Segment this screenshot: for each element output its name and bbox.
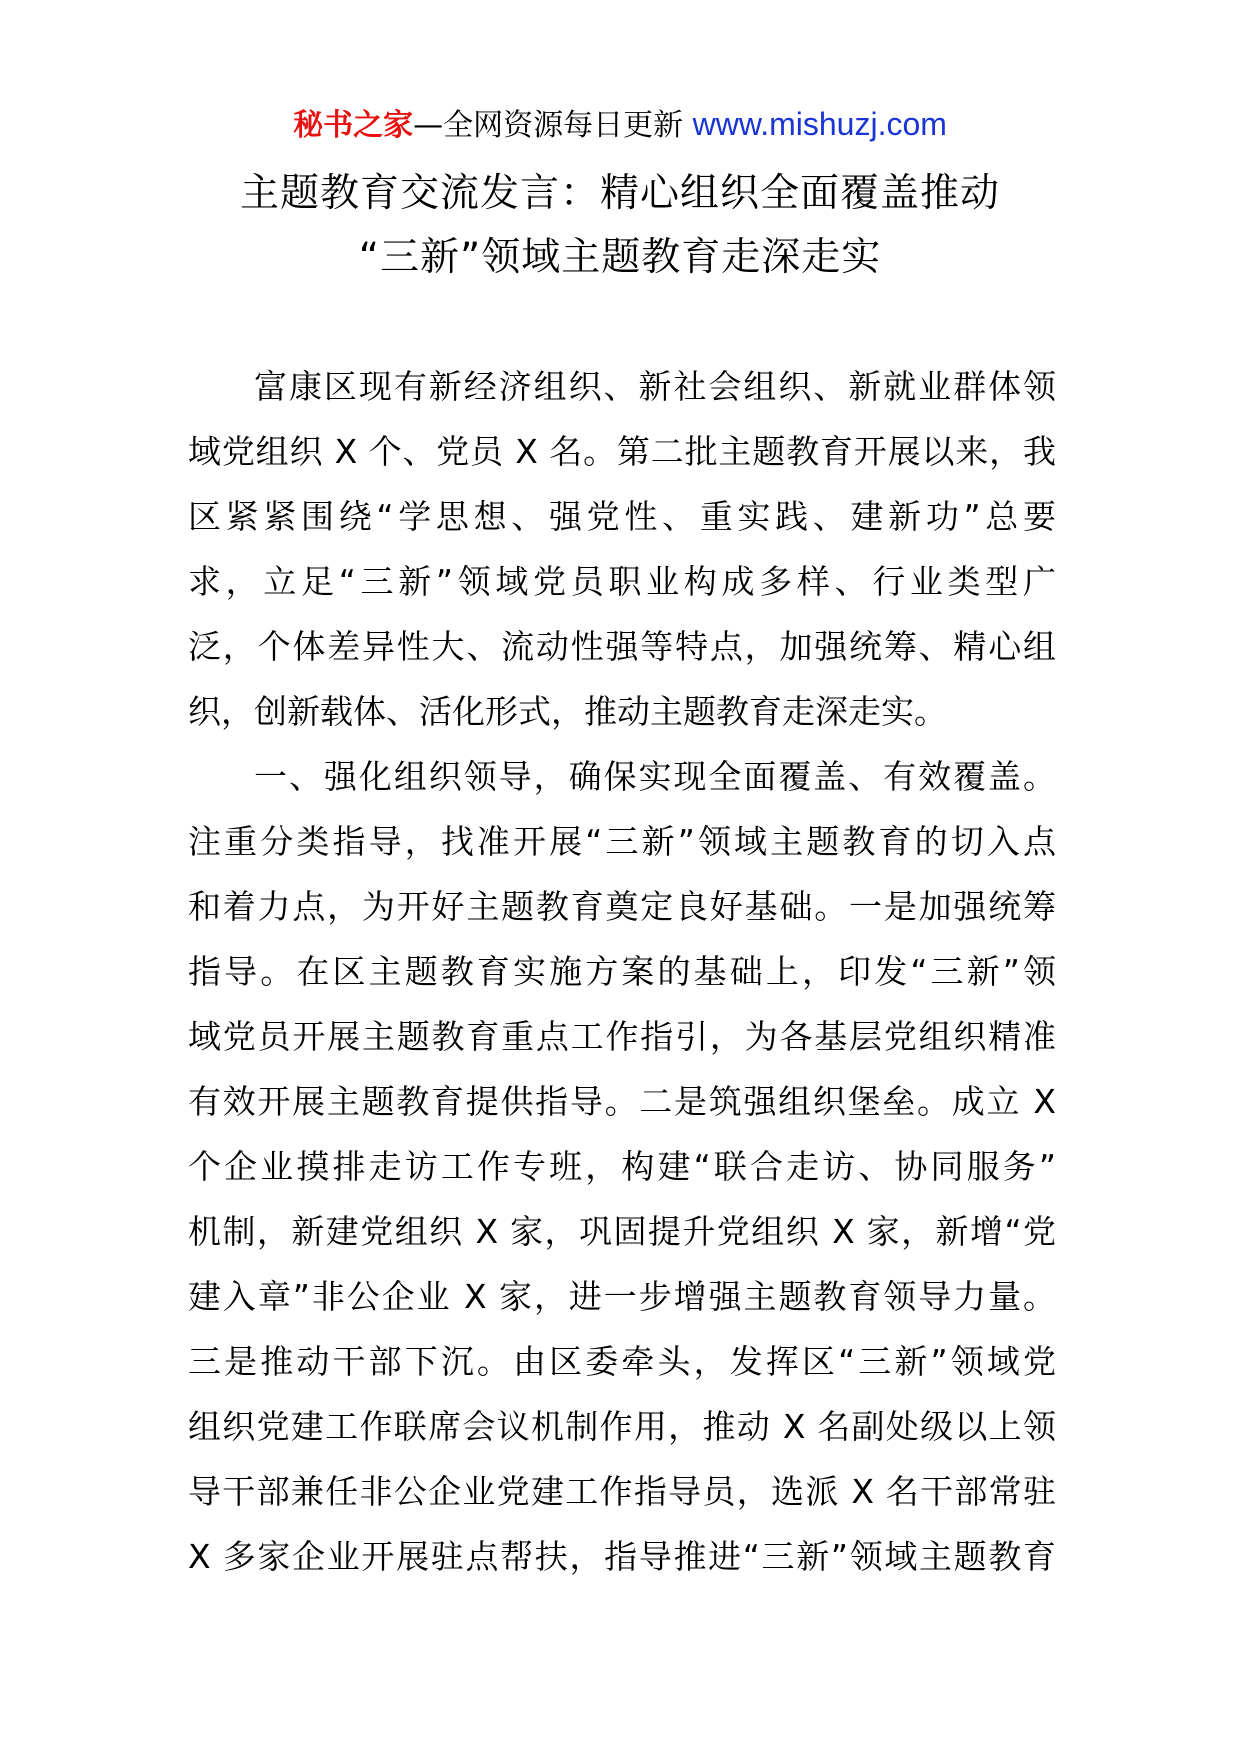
body-line: 注重分类指导，找准开展“三新”领域主题教育的切入点: [188, 822, 1056, 861]
body-line: 和着力点，为开好主题教育奠定良好基础。一是加强统筹: [188, 887, 1056, 926]
body-line: 指导。在区主题教育实施方案的基础上，印发“三新”领: [188, 952, 1056, 991]
body-line: 泛，个体差异性大、流动性强等特点，加强统筹、精心组: [188, 627, 1056, 666]
body-line: 区紧紧围绕“学思想、强党性、重实践、建新功”总要: [188, 497, 1056, 536]
site-header: [0, 100, 1240, 150]
document-title: [0, 162, 1240, 290]
body-line: X 多家企业开展驻点帮扶，指导推进“三新”领域主题教育: [188, 1537, 1056, 1576]
title-line-1: 主题教育交流发言：精心组织全面覆盖推动: [239, 171, 1000, 216]
body-line: 织，创新载体、活化形式，推动主题教育走深走实。: [188, 692, 947, 731]
section-heading: 一、强化组织领导，确保实现全面覆盖、有效覆盖。: [254, 757, 1056, 796]
body-line: 个企业摸排走访工作专班，构建“联合走访、协同服务”: [188, 1147, 1056, 1186]
body-line: 有效开展主题教育提供指导。二是筑强组织堡垒。成立 X: [188, 1082, 1056, 1121]
header-slogan: —全网资源每日更新: [413, 108, 693, 143]
site-url[interactable]: www.mishuzj.com: [692, 106, 947, 142]
body-line: 域党组织 X 个、党员 X 名。第二批主题教育开展以来，我: [188, 432, 1056, 471]
body-line: 组织党建工作联席会议机制作用，推动 X 名副处级以上领: [188, 1407, 1056, 1446]
document-body: [188, 354, 1056, 1589]
body-line: 求，立足“三新”领域党员职业构成多样、行业类型广: [188, 562, 1056, 601]
brand-name: 秘书之家: [293, 108, 414, 143]
body-line: 机制，新建党组织 X 家，巩固提升党组织 X 家，新增“党: [188, 1212, 1056, 1251]
body-line: 建入章”非公企业 X 家，进一步增强主题教育领导力量。: [188, 1277, 1056, 1316]
body-line: 导干部兼任非公企业党建工作指导员，选派 X 名干部常驻: [188, 1472, 1056, 1511]
title-line-2: “三新”领域主题教育走深走实: [358, 235, 882, 280]
body-line: 三是推动干部下沉。由区委牵头，发挥区“三新”领域党: [188, 1342, 1056, 1381]
body-line: 富康区现有新经济组织、新社会组织、新就业群体领: [254, 367, 1056, 406]
body-line: 域党员开展主题教育重点工作指引，为各基层党组织精准: [188, 1017, 1056, 1056]
